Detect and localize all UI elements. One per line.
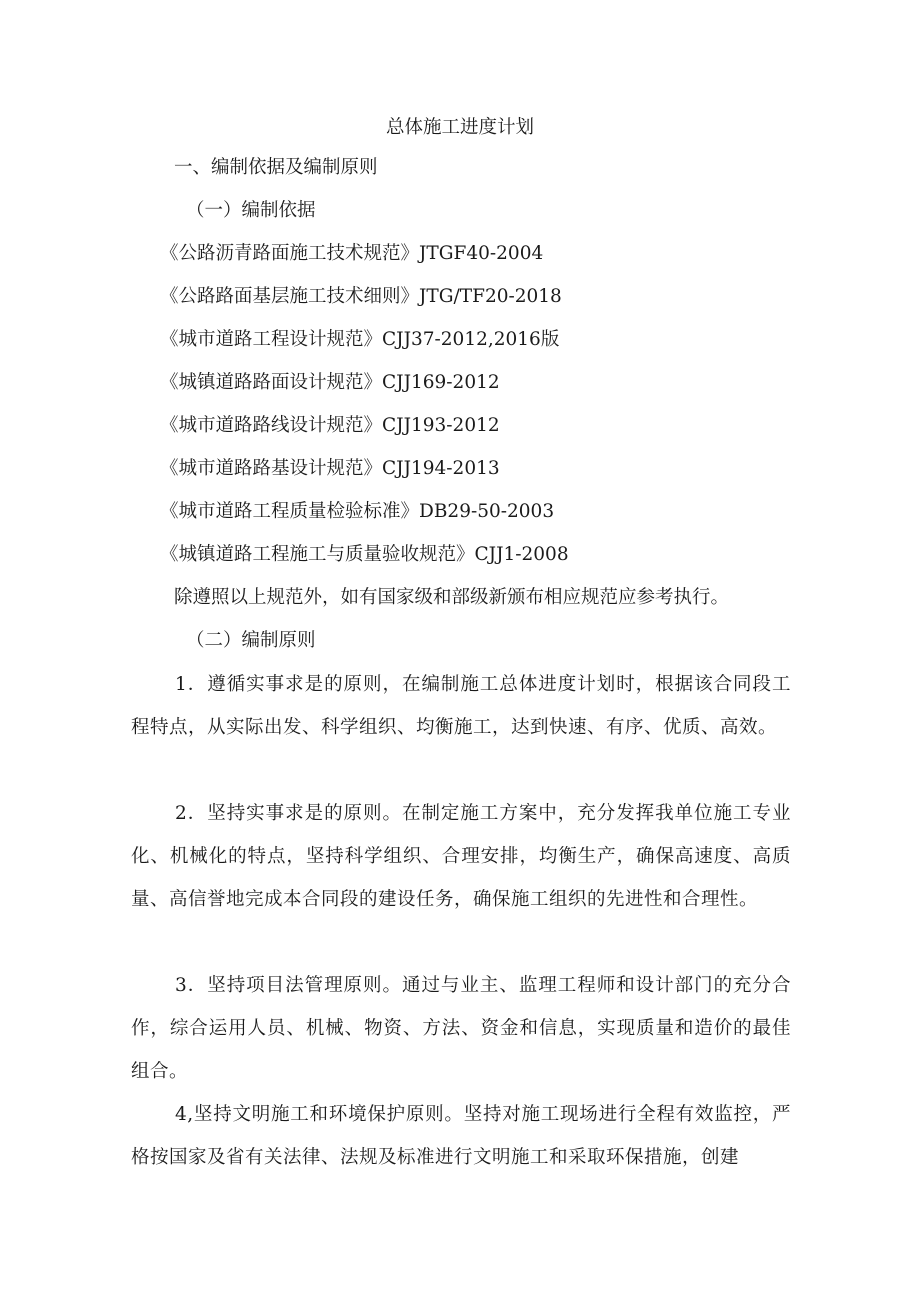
reference-item: 《城镇道路路面设计规范》CJJ169-2012 bbox=[160, 372, 500, 393]
reference-item: 《城市道路工程质量检验标准》DB29-50-2003 bbox=[160, 501, 555, 522]
reference-item: 《城镇道路工程施工与质量验收规范》CJJ1-2008 bbox=[160, 544, 569, 565]
principle-paragraph: 2．坚持实事求是的原则。在制定施工方案中，充分发挥我单位施工专业化、机械化的特点，坚持科学组织、合理安排，均衡生产，确保高速度、高质量、高信誉地完成本合同段的建设任务，确保施工组织的先进性和合理性。 bbox=[131, 803, 791, 910]
reference-item: 《城市道路路线设计规范》CJJ193-2012 bbox=[160, 415, 500, 436]
section-heading: 一、编制依据及编制原则 bbox=[174, 157, 378, 178]
principle-paragraph: 3．坚持项目法管理原则。通过与业主、监理工程师和设计部门的充分合作，综合运用人员、机械、物资、方法、资金和信息，实现质量和造价的最佳组合。 bbox=[131, 975, 791, 1082]
basis-subheading: （一）编制依据 bbox=[186, 200, 316, 221]
principles-subheading: （二）编制原则 bbox=[186, 630, 316, 651]
reference-item: 《城市道路路基设计规范》CJJ194-2013 bbox=[160, 458, 500, 479]
references-note: 除遵照以上规范外，如有国家级和部级新颁布相应规范应参考执行。 bbox=[174, 587, 730, 608]
principle-paragraph: 1．遵循实事求是的原则，在编制施工总体进度计划时，根据该合同段工程特点，从实际出发、科学组织、均衡施工，达到快速、有序、优质、高效。 bbox=[131, 674, 791, 738]
reference-item: 《城市道路工程设计规范》CJJ37-2012,2016版 bbox=[160, 329, 560, 350]
reference-item: 《公路沥青路面施工技术规范》JTGF40-2004 bbox=[160, 243, 544, 264]
document-title: 总体施工进度计划 bbox=[385, 117, 534, 138]
principle-paragraph: 4,坚持文明施工和环境保护原则。坚持对施工现场进行全程有效监控，严格按国家及省有关法律、法规及标准进行文明施工和采取环保措施，创建 bbox=[131, 1104, 791, 1168]
reference-item: 《公路路面基层施工技术细则》JTG/TF20-2018 bbox=[160, 286, 562, 307]
